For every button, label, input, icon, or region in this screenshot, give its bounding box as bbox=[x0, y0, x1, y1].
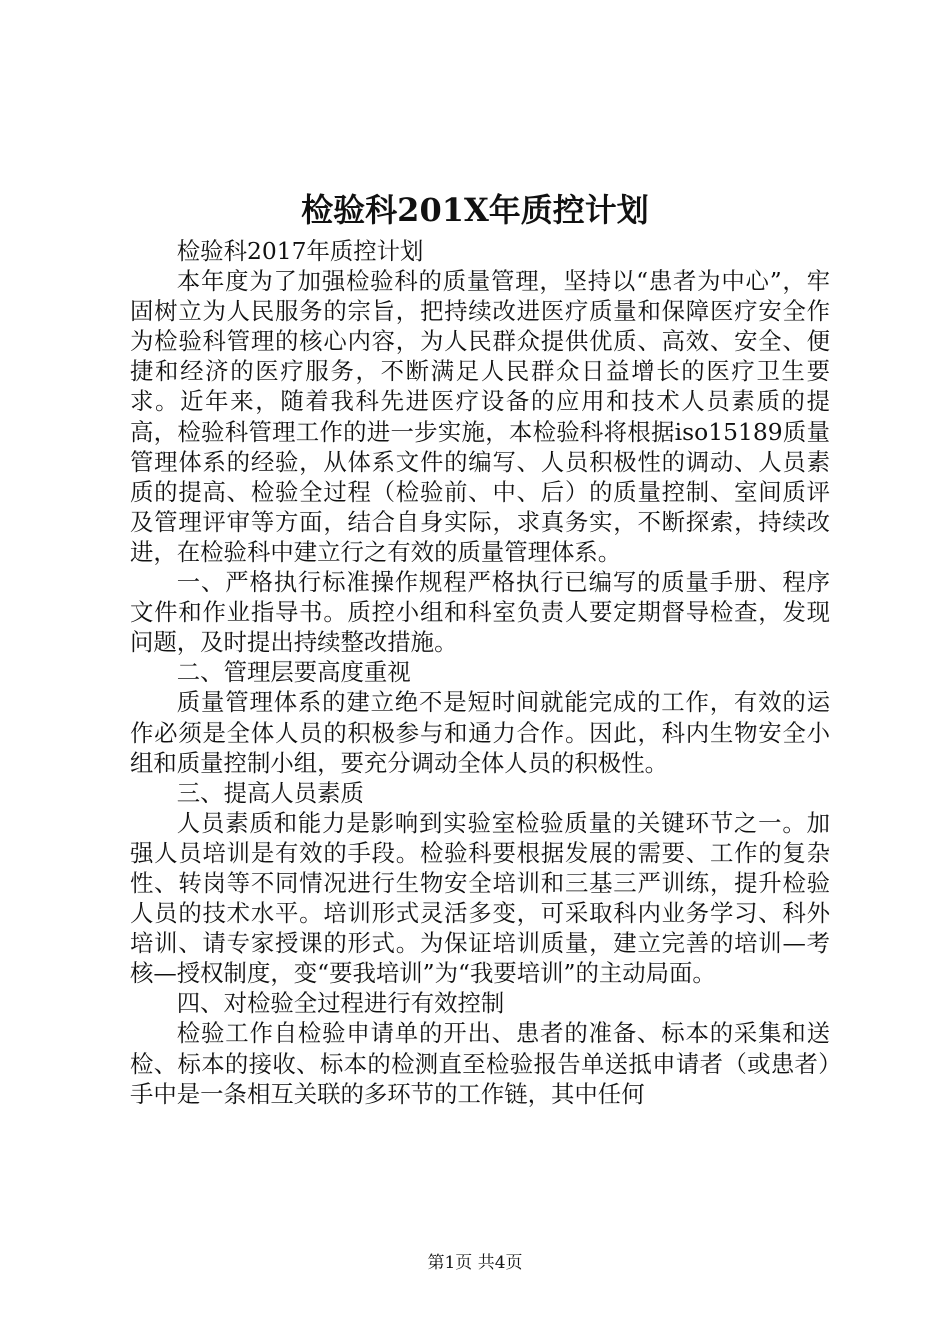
paragraph-section-3: 人员素质和能力是影响到实验室检验质量的关键环节之一。加强人员培训是有效的手段。检验科要根据发展的需要、工作的复杂性、转岗等不同情况进行生物安全培训和三基三严训练，提升检验人员的技术水平。培训形式灵活多变，可采取科内业务学习、科外培训、请专家授课的形式。为保证培训质量，建立完善的培训—考核—授权制度，变“要我培训”为“我要培训”的主动局面。 bbox=[130, 808, 830, 988]
heading-section-2: 二、管理层要高度重视 bbox=[176, 658, 411, 687]
paragraph-section-2: 质量管理体系的建立绝不是短时间就能完成的工作，有效的运作必须是全体人员的积极参与和通力合作。因此，科内生物安全小组和质量控制小组，要充分调动全体人员的积极性。 bbox=[130, 688, 830, 777]
document-title: 检验科201X年质控计划 bbox=[301, 191, 649, 229]
paragraph-section-1: 一、严格执行标准操作规程严格执行已编写的质量手册、程序文件和作业指导书。质控小组和科室负责人要定期督导检查，发现问题，及时提出持续整改措施。 bbox=[130, 568, 830, 657]
heading-section-4: 四、对检验全过程进行有效控制 bbox=[176, 989, 505, 1018]
page-number-footer: 第1页 共4页 bbox=[427, 1253, 523, 1273]
document-body bbox=[130, 236, 830, 1109]
paragraph-intro: 本年度为了加强检验科的质量管理，坚持以“患者为中心”，牢固树立为人民服务的宗旨，把持续改进医疗质量和保障医疗安全作为检验科管理的核心内容，为人民群众提供优质、高效、安全、便捷和经济的医疗服务，不断满足人民群众日益增长的医疗卫生要求。近年来，随着我科先进医疗设备的应用和技术人员素质的提高，检验科管理工作的进一步实施，本检验科将根据iso15189质量管理体系的经验，从体系文件的编写、人员积极性的调动、人员素质的提高、检验全过程（检验前、中、后）的质量控制、室间质评及管理评审等方面，结合自身实际，求真务实，不断探索，持续改进，在检验科中建立行之有效的质量管理体系。 bbox=[130, 267, 830, 566]
paragraph-subtitle: 检验科2017年质控计划 bbox=[176, 237, 424, 265]
paragraph-section-4: 检验工作自检验申请单的开出、患者的准备、标本的采集和送检、标本的接收、标本的检测直至检验报告单送抵申请者（或患者）手中是一条相互关联的多环节的工作链，其中任何 bbox=[130, 1019, 830, 1108]
heading-section-3: 三、提高人员素质 bbox=[176, 778, 364, 807]
